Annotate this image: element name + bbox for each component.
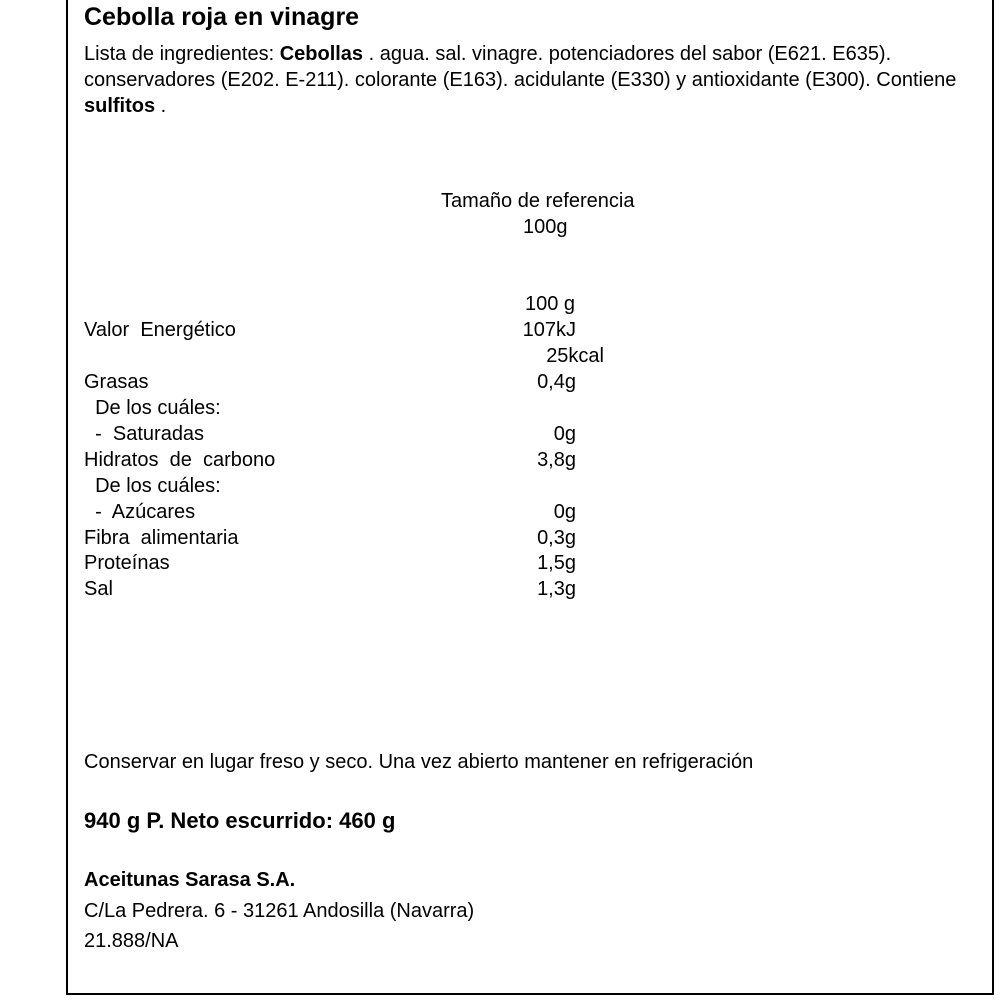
storage-instructions: Conservar en lugar freso y seco. Una vez abierto mantener en refrigeración xyxy=(84,751,754,773)
nutrition-row-label: Fibra alimentaria xyxy=(84,527,239,549)
ingredients-prefix: Lista de ingredientes: xyxy=(84,43,280,65)
nutrition-column-header: 100 g xyxy=(525,293,576,315)
nutrition-row-value: 0,4g xyxy=(537,371,576,393)
nutrition-row-value: 107kJ xyxy=(522,319,576,341)
nutrition-row-label: De los cuáles: xyxy=(84,475,221,497)
nutrition-row-value: 1,5g xyxy=(537,552,576,574)
nutrition-row-value: 3,8g xyxy=(537,449,576,471)
nutrition-row-label: - Saturadas xyxy=(84,423,205,445)
ingredients-list xyxy=(84,41,964,119)
reference-size-value: 100g xyxy=(523,216,568,238)
ingredients-suffix: . xyxy=(155,95,167,117)
label-frame xyxy=(66,0,994,995)
nutrition-row-label: Grasas xyxy=(84,371,149,393)
nutrition-row-value: 0g xyxy=(553,501,576,523)
manufacturer-name: Aceitunas Sarasa S.A. xyxy=(84,869,296,891)
nutrition-row-label: Sal xyxy=(84,578,113,600)
manufacturer-address: C/La Pedrera. 6 - 31261 Andosilla (Navarra) xyxy=(84,900,475,922)
nutrition-row-label: De los cuáles: xyxy=(84,397,221,419)
allergen-onions: Cebollas xyxy=(279,43,364,65)
product-title: Cebolla roja en vinagre xyxy=(84,3,360,31)
nutrition-row-label: - Azúcares xyxy=(84,501,196,523)
nutrition-row-value: 25kcal xyxy=(546,345,604,367)
net-weight: 940 g P. Neto escurrido: 460 g xyxy=(84,808,396,833)
nutrition-row-value: 1,3g xyxy=(537,578,576,600)
nutrition-row-value: 0g xyxy=(553,423,576,445)
ingredients-body: . agua. sal. vinagre. potenciadores del sabor (E621. E635). conservadores (E202. E-211). colorante (E163). acidulante (E330) y antioxidante (E300). Contiene xyxy=(84,43,957,91)
nutrition-row-value: 0,3g xyxy=(537,527,576,549)
nutrition-row-label: Valor Energético xyxy=(84,319,236,341)
nutrition-row-label: Hidratos de carbono xyxy=(84,449,276,471)
allergen-sulfites: sulfitos xyxy=(84,95,156,117)
nutrition-row-label: Proteínas xyxy=(84,552,170,574)
registry-number: 21.888/NA xyxy=(84,930,179,952)
reference-size-label: Tamaño de referencia xyxy=(441,190,635,212)
